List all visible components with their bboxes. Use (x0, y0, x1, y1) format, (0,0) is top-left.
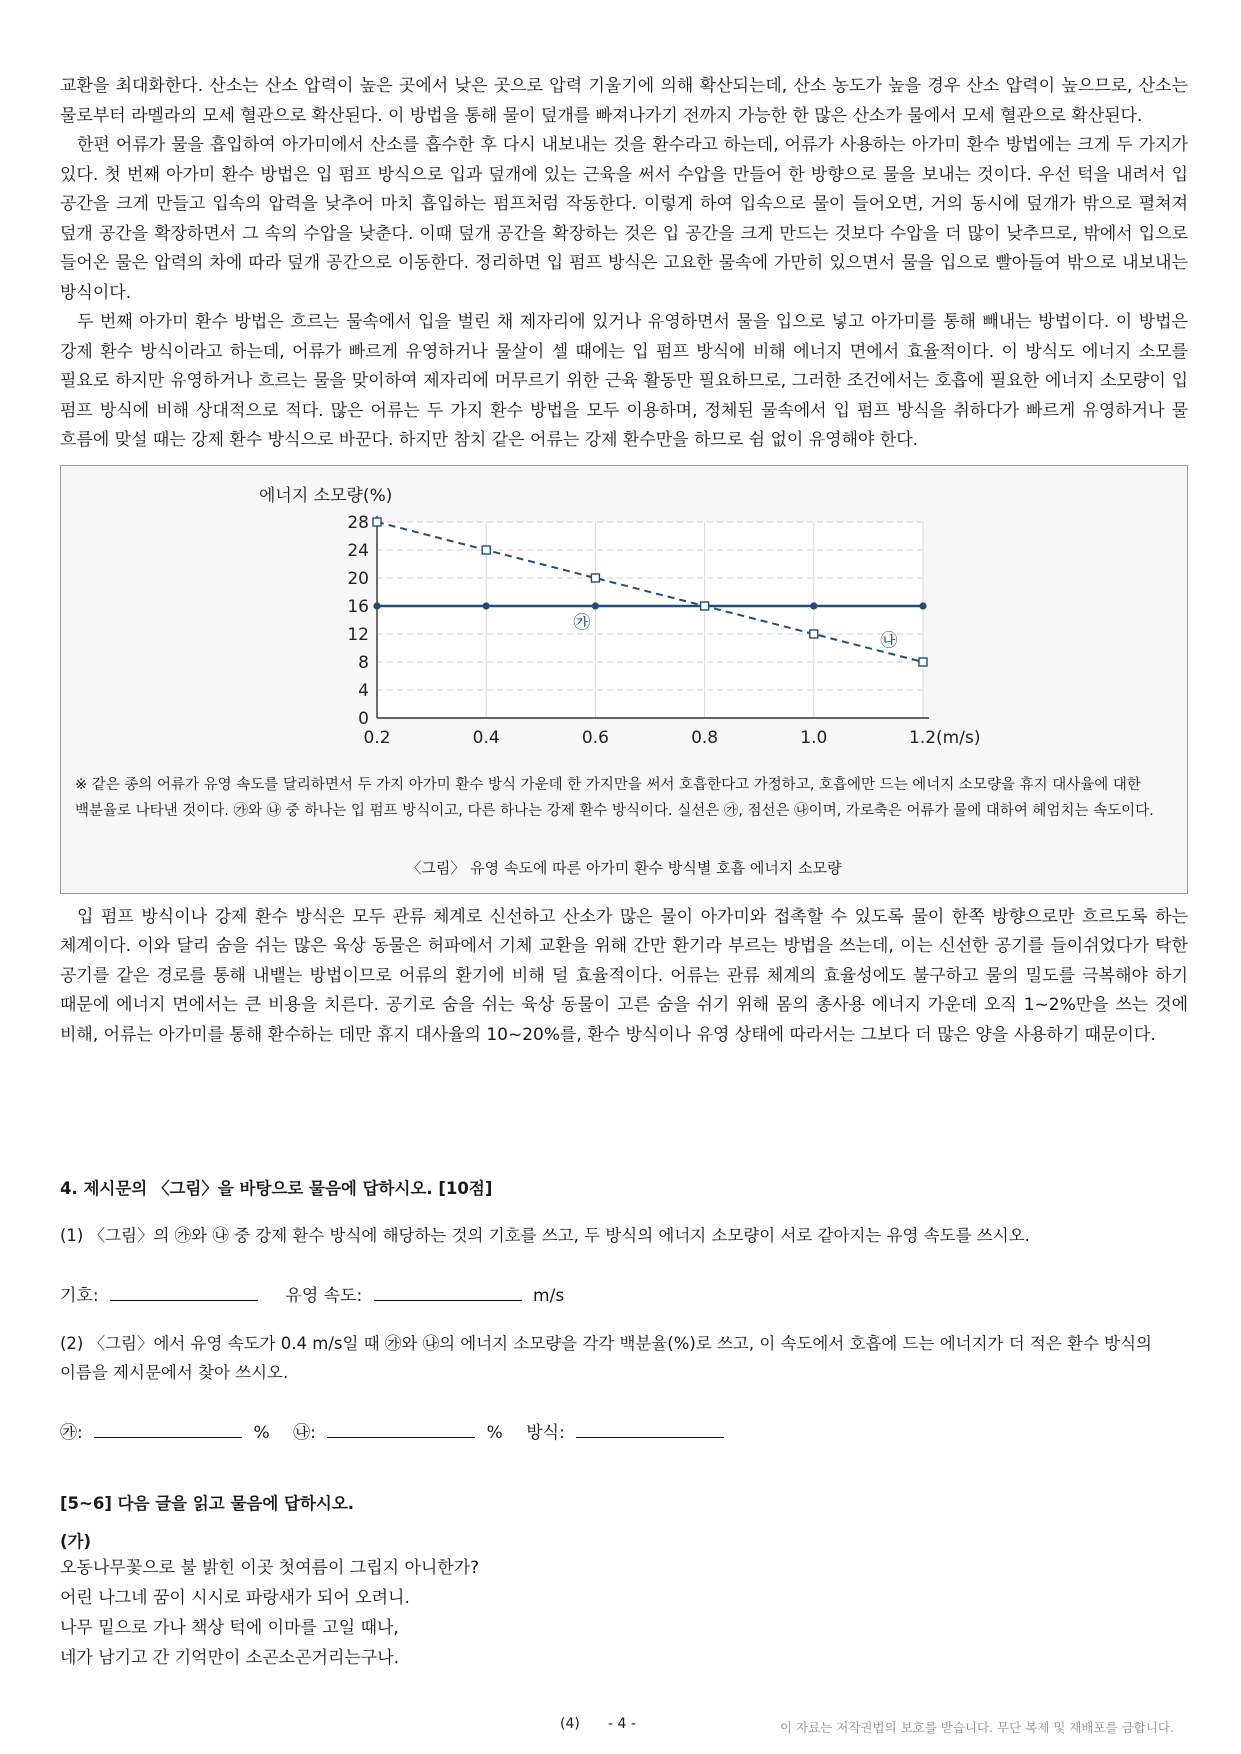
y-tick-label: 0 (358, 708, 369, 729)
data-point (483, 602, 490, 609)
figure-caption: 〈그림〉 유영 속도에 따른 아가미 환수 방식별 호흡 에너지 소모량 (406, 858, 842, 877)
x-tick-label: 0.4 (472, 727, 500, 748)
question4-2-answer-row (60, 1418, 724, 1443)
data-point (810, 630, 818, 638)
figure-box (60, 465, 1188, 894)
y-tick-label: 28 (347, 512, 369, 533)
data-point (919, 602, 926, 609)
question4-1-text: (1) 〈그림〉의 ㉮와 ㉯ 중 강제 환수 방식에 해당하는 것의 기호를 쓰고, 두 방식의 에너지 소모량이 서로 같아지는 유영 속도를 쓰시오. (60, 1226, 1030, 1245)
footer-page: - 4 - (608, 1716, 636, 1732)
poem-line: 어린 나그네 꿈이 시시로 파랑새가 되어 오려니. (60, 1588, 410, 1608)
na-answer-blank[interactable] (327, 1419, 475, 1438)
paragraph-1: 교환을 최대화한다. 산소는 산소 압력이 높은 곳에서 낮은 곳으로 압력 기울기에 의해 확산되는데, 산소 농도가 높을 경우 산소 압력이 높으므로, 산소는 물로부터 라멜라의 모세 혈관으로 확산된다. 이 방법을 통해 물이 덮개를 빠져나가기 전까지 가능한 한 많은 산소가 물에서 모세 혈관으로 확산된다. (60, 76, 1188, 126)
na-label: ㉯: (293, 1423, 316, 1443)
x-tick-label: 0.8 (691, 727, 719, 748)
x-tick-label: 1.2(m/s) (909, 727, 981, 748)
page-content (60, 72, 1188, 1050)
question4-heading: 4. 제시문의 〈그림〉을 바탕으로 물음에 답하시오. [10점] (60, 1179, 493, 1198)
series-label-na: ㉯ (880, 630, 898, 651)
footer-copyright: 이 자료는 저작권법의 보호를 받습니다. 무단 복제 및 재배포를 금합니다. (780, 1720, 1174, 1735)
figure-note: ※ 같은 종의 어류가 유영 속도를 달리하면서 두 가지 아가미 환수 방식 가운데 한 가지만을 써서 호흡한다고 가정하고, 호흡에만 드는 에너지 소모량을 휴지 대사율에 대한 백분율로 나타낸 것이다. ㉮와 ㉯ 중 하나는 입 펌프 방식이고, 다른 하나는 강제 환수 방식이다. 실선은 ㉮, 점선은 ㉯이며, 가로축은 어류가 물에 대하여 헤엄치는 속도이다. (75, 776, 1154, 819)
section56-subheading: (가) (60, 1532, 92, 1551)
data-point (592, 602, 599, 609)
symbol-answer-blank[interactable] (110, 1282, 258, 1301)
y-tick-label: 4 (358, 680, 369, 701)
section56-heading: [5~6] 다음 글을 읽고 물음에 답하시오. (60, 1494, 355, 1513)
question4-2-text: (2) 〈그림〉에서 유영 속도가 0.4 m/s일 때 ㉮와 ㉯의 에너지 소모량을 각각 백분율(%)로 쓰고, 이 속도에서 호흡에 드는 에너지가 더 적은 환수 방식의 이름을 제시문에서 찾아 쓰시오. (60, 1334, 1152, 1382)
speed-answer-blank[interactable] (374, 1282, 522, 1301)
data-point (701, 602, 709, 610)
poem (60, 1553, 479, 1673)
data-point (810, 602, 817, 609)
y-axis-label: 에너지 소모량(%) (259, 485, 393, 506)
paragraph-4: 입 펌프 방식이나 강제 환수 방식은 모두 관류 체계로 신선하고 산소가 많은 물이 아가미와 접촉할 수 있도록 물이 한쪽 방향으로만 흐르도록 하는 체계이다. 이와 달리 숨을 쉬는 많은 육상 동물은 허파에서 기체 교환을 위해 간만 환기라 부르는 방법을 쓰는데, 이는 신선한 공기를 들이쉬었다가 탁한 공기를 같은 경로를 통해 내뱉는 방법이므로 어류의 환기에 비해 덜 효율적이다. 어류는 관류 체계의 효율성에도 불구하고 물의 밀도를 극복해야 하기 때문에 에너지 면에서는 큰 비용을 치른다. 공기로 숨을 쉬는 육상 동물이 고른 숨을 쉬기 위해 몸의 총사용 에너지 가운데 오직 1~2%만을 쓰는 것에 비해, 어류는 아가미를 통해 환수하는 데만 휴지 대사율의 10~20%를, 환수 방식이나 유영 상태에 따라서는 그보다 더 많은 양을 사용하기 때문이다. (60, 906, 1188, 1045)
speed-unit: m/s (533, 1286, 565, 1306)
ga-answer-blank[interactable] (94, 1419, 242, 1438)
y-tick-label: 16 (347, 596, 369, 617)
ga-label: ㉮: (60, 1423, 83, 1443)
symbol-label: 기호: (60, 1286, 99, 1306)
na-unit: % (486, 1423, 503, 1443)
data-point (591, 574, 599, 582)
poem-line: 네가 남기고 간 기억만이 소곤소곤거리는구나. (60, 1648, 400, 1668)
series-label-ga: ㉮ (573, 612, 591, 633)
method-label: 방식: (526, 1423, 565, 1443)
y-tick-label: 12 (347, 624, 369, 645)
data-point (919, 658, 927, 666)
energy-chart (61, 466, 1187, 766)
x-tick-label: 0.6 (581, 727, 609, 748)
y-tick-label: 24 (347, 540, 369, 561)
data-point (373, 518, 381, 526)
x-tick-label: 0.2 (363, 727, 391, 748)
footer-number: (4) (560, 1716, 580, 1732)
y-tick-label: 20 (347, 568, 369, 589)
question4-1-answer-row (60, 1281, 564, 1306)
ga-unit: % (253, 1423, 270, 1443)
y-tick-label: 8 (358, 652, 369, 673)
speed-label: 유영 속도: (285, 1286, 363, 1306)
paragraph-3: 두 번째 아가미 환수 방법은 흐르는 물속에서 입을 벌린 채 제자리에 있거나 유영하면서 물을 입으로 넣고 아가미를 통해 빼내는 방법이다. 이 방법은 강제 환수 방식이라고 하는데, 어류가 빠르게 유영하거나 물살이 셀 때에는 입 펌프 방식에 비해 에너지 면에서 효율적이다. 이 방식도 에너지 소모를 필요로 하지만 유영하거나 흐르는 물을 맞이하여 제자리에 머무르기 위한 근육 활동만 필요하므로, 그러한 조건에서는 호흡에 필요한 에너지 소모량이 입 펌프 방식에 비해 상대적으로 적다. 많은 어류는 두 가지 환수 방법을 모두 이용하며, 정체된 물속에서 입 펌프 방식을 취하다가 빠르게 유영하거나 물 흐름에 맞설 때는 강제 환수 방식으로 바꾼다. 하지만 참치 같은 어류는 강제 환수만을 하므로 쉼 없이 유영해야 한다. (60, 312, 1188, 450)
poem-line: 오동나무꽃으로 불 밝힌 이곳 첫여름이 그립지 아니한가? (60, 1558, 480, 1578)
x-tick-label: 1.0 (800, 727, 828, 748)
plot-area (377, 522, 923, 718)
paragraph-2: 한편 어류가 물을 흡입하여 아가미에서 산소를 흡수한 후 다시 내보내는 것을 환수라고 하는데, 어류가 사용하는 아가미 환수 방법에는 크게 두 가지가 있다. 첫 번째 아가미 환수 방법은 입 펌프 방식으로 입과 덮개에 있는 근육을 써서 수압을 만들어 한 방향으로 물을 보내는 것이다. 우선 턱을 내려서 입 공간을 크게 만들고 입속의 압력을 낮추어 마치 흡입하는 펌프처럼 작동한다. 이렇게 하여 입속으로 물이 들어오면, 거의 동시에 덮개가 밖으로 펼쳐져 덮개 공간을 확장하면서 그 속의 수압을 낮춘다. 이때 덮개 공간을 확장하는 것은 입 공간을 크게 만드는 것보다 수압을 더 많이 낮추므로, 밖에서 입으로 들어온 물은 압력의 차에 따라 덮개 공간으로 이동한다. 정리하면 입 펌프 방식은 고요한 물속에 가만히 있으면서 물을 입으로 빨아들여 밖으로 내보내는 방식이다. (60, 135, 1188, 303)
method-answer-blank[interactable] (576, 1419, 724, 1438)
data-point (482, 546, 490, 554)
poem-line: 나무 밑으로 가나 책상 턱에 이마를 고일 때나, (60, 1618, 399, 1638)
data-point (373, 602, 380, 609)
